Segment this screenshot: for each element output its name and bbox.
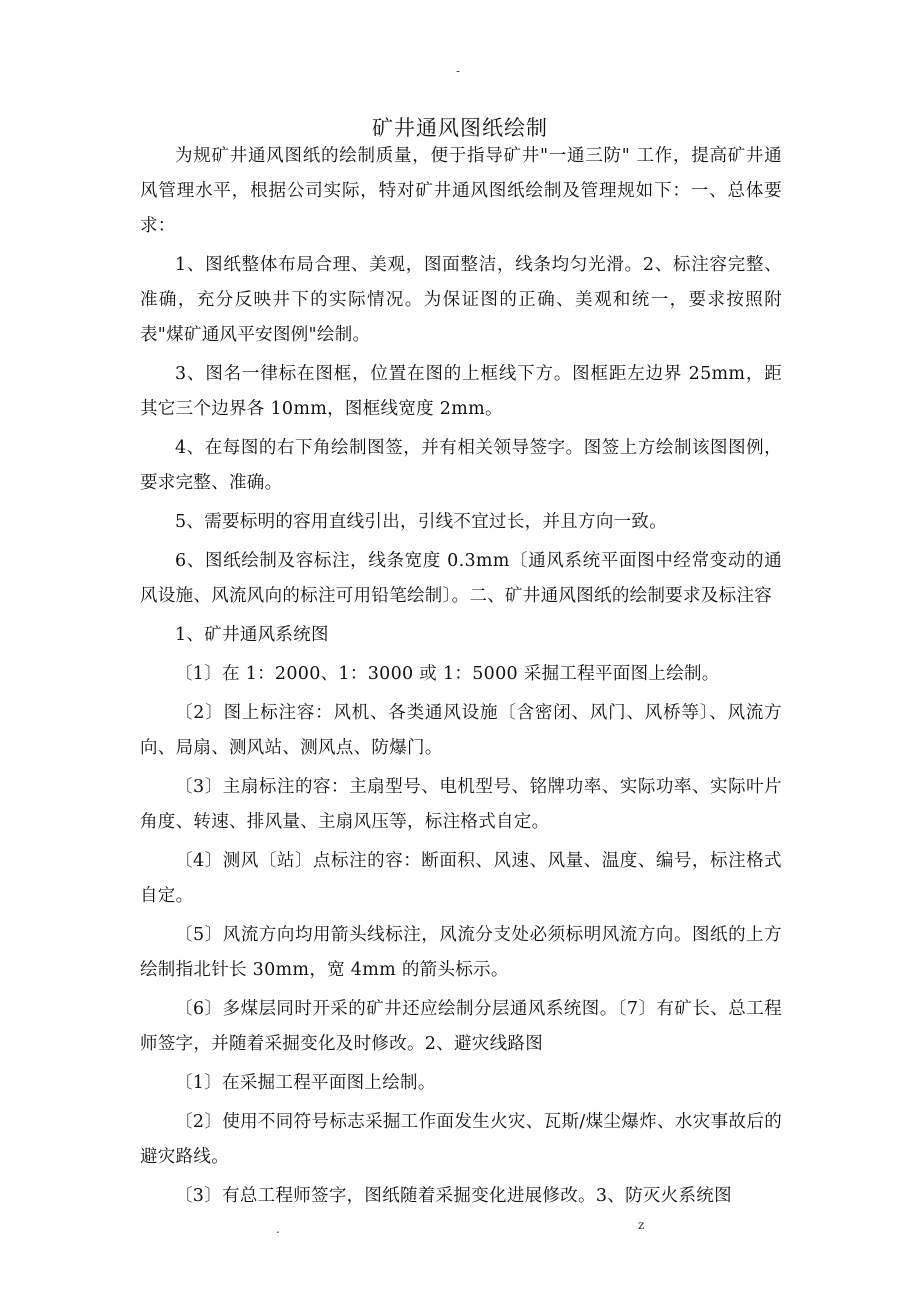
- paragraph-intro: 为规矿井通风图纸的绘制质量，便于指导矿井"一通三防" 工作，提高矿井通风管理水平，根据公司实际，特对矿井通风图纸绘制及管理规如下：一、总体要求：: [140, 146, 782, 236]
- paragraph-item-2: 〔2〕图上标注容：风机、各类通风设施〔含密闭、风门、风桥等〕、风流方向、局扇、测风站、测风点、防爆门。: [140, 703, 782, 758]
- paragraph-item-4: 〔4〕测风〔站〕点标注的容：断面积、风速、风量、温度、编号，标注格式自定。: [140, 851, 782, 906]
- paragraph-requirement-5: 5、需要标明的容用直线引出，引线不宜过长，并且方向一致。: [175, 512, 668, 532]
- paragraph-requirement-4: 4、在每图的右下角绘制图签，并有相关领导签字。图签上方绘制该图图例，要求完整、准确。: [140, 438, 782, 493]
- paragraph-requirement-3: 3、图名一律标在图框，位置在图的上框线下方。图框距左边界 25mm，距其它三个边界各 10mm，图框线宽度 2mm。: [140, 364, 782, 419]
- header-mark: -: [456, 64, 461, 78]
- section-heading-ventilation-system: 1、矿井通风系统图: [175, 625, 329, 645]
- paragraph-item-3: 〔3〕主扇标注的容：主扇型号、电机型号、铭牌功率、实际功率、实际叶片角度、转速、排风量、主扇风压等，标注格式自定。: [140, 777, 782, 832]
- footer-right-mark: z: [638, 1218, 645, 1232]
- paragraph-escape-item-3: 〔3〕有总工程师签字，图纸随着采掘变化进展修改。3、防灭火系统图: [175, 1186, 732, 1206]
- document-body: [140, 139, 782, 1218]
- paragraph-escape-item-2: 〔2〕使用不同符号标志采掘工作面发生火灾、瓦斯/煤尘爆炸、水灾事故后的避灾路线。: [140, 1112, 782, 1167]
- paragraph-item-6: 〔6〕多煤层同时开采的矿井还应绘制分层通风系统图。〔7〕有矿长、总工程师签字，并随着采掘变化及时修改。2、避灾线路图: [140, 999, 782, 1054]
- paragraph-item-1: 〔1〕在 1：2000、1：3000 或 1：5000 采掘工程平面图上绘制。: [175, 664, 720, 684]
- paragraph-requirement-1: 1、图纸整体布局合理、美观，图面整洁，线条均匀光滑。2、标注容完整、准确，充分反映井下的实际情况。为保证图的正确、美观和统一，要求按照附表"煤矿通风平安图例"绘制。: [140, 255, 782, 345]
- paragraph-item-5: 〔5〕风流方向均用箭头线标注，风流分支处必须标明风流方向。图纸的上方绘制指北针长 30mm，宽 4mm 的箭头标示。: [140, 925, 782, 980]
- paragraph-requirement-6: 6、图纸绘制及容标注，线条宽度 0.3mm〔通风系统平面图中经常变动的通风设施、风流风向的标注可用铅笔绘制〕。二、矿井通风图纸的绘制要求及标注容: [140, 551, 782, 606]
- footer-left-mark: .: [276, 1222, 280, 1236]
- paragraph-escape-item-1: 〔1〕在采掘工程平面图上绘制。: [175, 1073, 436, 1093]
- document-title: 矿井通风图纸绘制: [372, 116, 548, 140]
